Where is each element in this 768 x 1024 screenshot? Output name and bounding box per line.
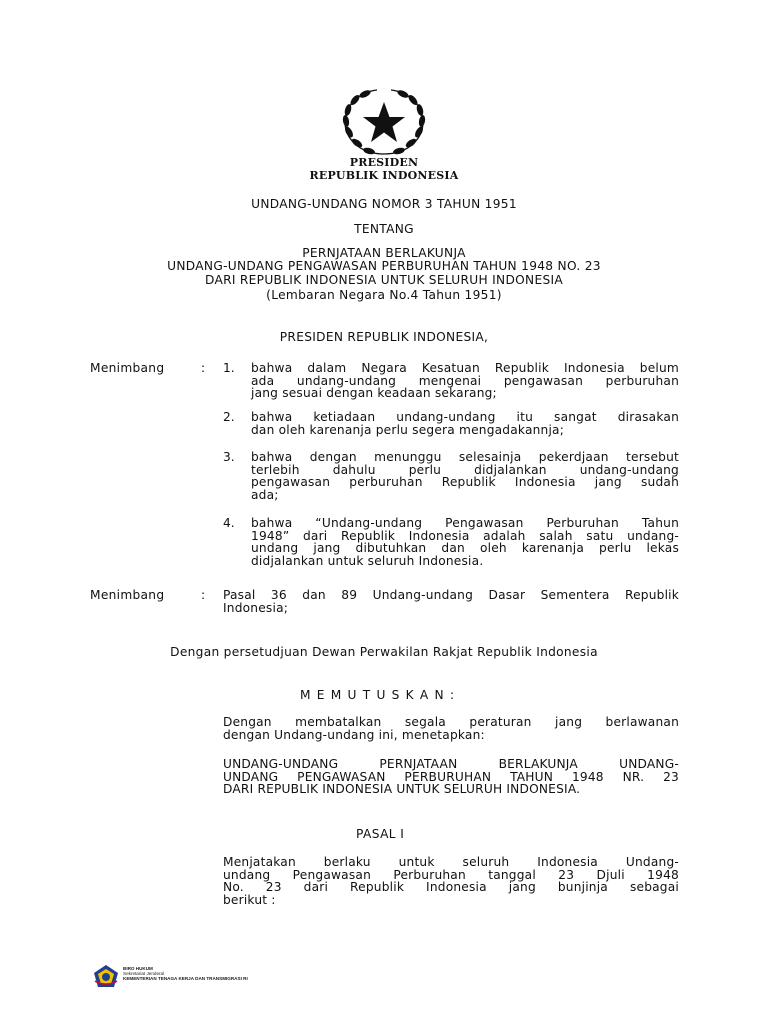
footer-line: BIRO HUKUM (123, 966, 153, 971)
pasal-heading: PASAL I (356, 827, 405, 841)
mengingat-text (223, 589, 679, 614)
text-line: terlebih dahulu perlu didjalankan undang-undang (251, 462, 679, 477)
tentang-label: TENTANG (354, 222, 414, 236)
text-line: dengan Undang-undang ini, menetapkan: (223, 727, 485, 742)
header-presiden: PRESIDEN (349, 156, 419, 169)
text-line: DARI REPUBLIK INDONESIA UNTUK SELURUH INDONESIA. (223, 782, 581, 796)
memutuskan-heading: M E M U T U S K A N : (300, 688, 456, 702)
text-line: bahwa “Undang-undang Pengawasan Perburuhan Tahun (251, 516, 679, 530)
mengingat-colon: : (201, 588, 206, 602)
text-line: UNDANG PENGAWASAN PERBURUHAN TAHUN 1948 NR. 23 (223, 769, 679, 784)
gazette-reference: (Lembaran Negara No.4 Tahun 1951) (266, 288, 502, 302)
text-line: bahwa ketiadaan undang-undang itu sangat dirasakan (251, 410, 679, 424)
text-line: Indonesia; (223, 600, 289, 615)
text-line: 1948” dari Republik Indonesia adalah salah satu undang- (251, 528, 679, 543)
text-line: ada; (251, 487, 279, 502)
item-number: 2. (223, 410, 235, 424)
menimbang-item-4 (251, 517, 679, 567)
text-line: bahwa dengan menunggu selesainja pekerdjaan tersebut (251, 450, 679, 464)
menimbang-label: Menimbang (90, 361, 165, 375)
footer-line: Sekretariat Jenderal (123, 971, 165, 977)
ministry-logo-icon (92, 963, 120, 989)
footer-line: KEMENTERIAN TENAGA KERJA DAN TRANSMIGRASI RI (123, 976, 248, 982)
text-line: undang jang dibutuhkan dan oleh karenanja perlu lekas (251, 541, 679, 555)
text-line: jang sesuai dengan keadaan sekarang; (251, 386, 497, 400)
menimbang-item-2 (251, 411, 679, 436)
mengingat-label: Menimbang (90, 588, 165, 602)
footer-caption (123, 966, 248, 982)
approval-line: Dengan persetudjuan Dewan Perwakilan Rakjat Republik Indonesia (170, 645, 598, 659)
header-republik: REPUBLIK INDONESIA (309, 169, 459, 182)
item-number: 4. (223, 516, 235, 530)
text-line: ada undang-undang mengenai pengawasan perburuhan (251, 373, 679, 388)
establish-paragraph (223, 758, 679, 796)
text-line: bahwa dalam Negara Kesatuan Republik Indonesia belum (251, 361, 679, 375)
law-title: UNDANG-UNDANG NOMOR 3 TAHUN 1951 (251, 197, 517, 211)
subject-line-3: DARI REPUBLIK INDONESIA UNTUK SELURUH INDONESIA (204, 273, 564, 287)
subject-line-1: PERNJATAAN BERLAKUNJA (302, 246, 466, 260)
text-line: Menjatakan berlaku untuk seluruh Indonesia Undang- (223, 855, 679, 869)
presidential-emblem-icon (339, 88, 429, 160)
president-heading: PRESIDEN REPUBLIK INDONESIA, (279, 330, 489, 344)
menimbang-colon: : (201, 361, 206, 375)
text-line: No. 23 dari Republik Indonesia jang bunjinja sebagai (223, 880, 679, 894)
text-line: undang Pengawasan Perburuhan tanggal 23 Djuli 1948 (223, 867, 679, 882)
subject-line-2: UNDANG-UNDANG PENGAWASAN PERBURUHAN TAHUN 1948 NO. 23 (167, 259, 601, 273)
menimbang-item-1 (251, 362, 679, 400)
item-number: 1. (223, 361, 235, 375)
text-line: UNDANG-UNDANG PERNJATAAN BERLAKUNJA UNDANG- (223, 757, 679, 771)
text-line: dan oleh karenanja perlu segera mengadakannja; (251, 422, 565, 437)
text-line: didjalankan untuk seluruh Indonesia. (251, 553, 484, 568)
item-number: 3. (223, 450, 235, 464)
text-line: Pasal 36 dan 89 Undang-undang Dasar Sementera Republik (223, 588, 679, 602)
text-line: pengawasan perburuhan Republik Indonesia jang sudah (251, 475, 679, 489)
text-line: Dengan membatalkan segala peraturan jang berlawanan (223, 715, 679, 729)
menimbang-item-3 (251, 451, 679, 501)
text-line: berikut : (223, 892, 276, 907)
pasal-paragraph (223, 856, 679, 906)
revoke-paragraph (223, 716, 679, 741)
